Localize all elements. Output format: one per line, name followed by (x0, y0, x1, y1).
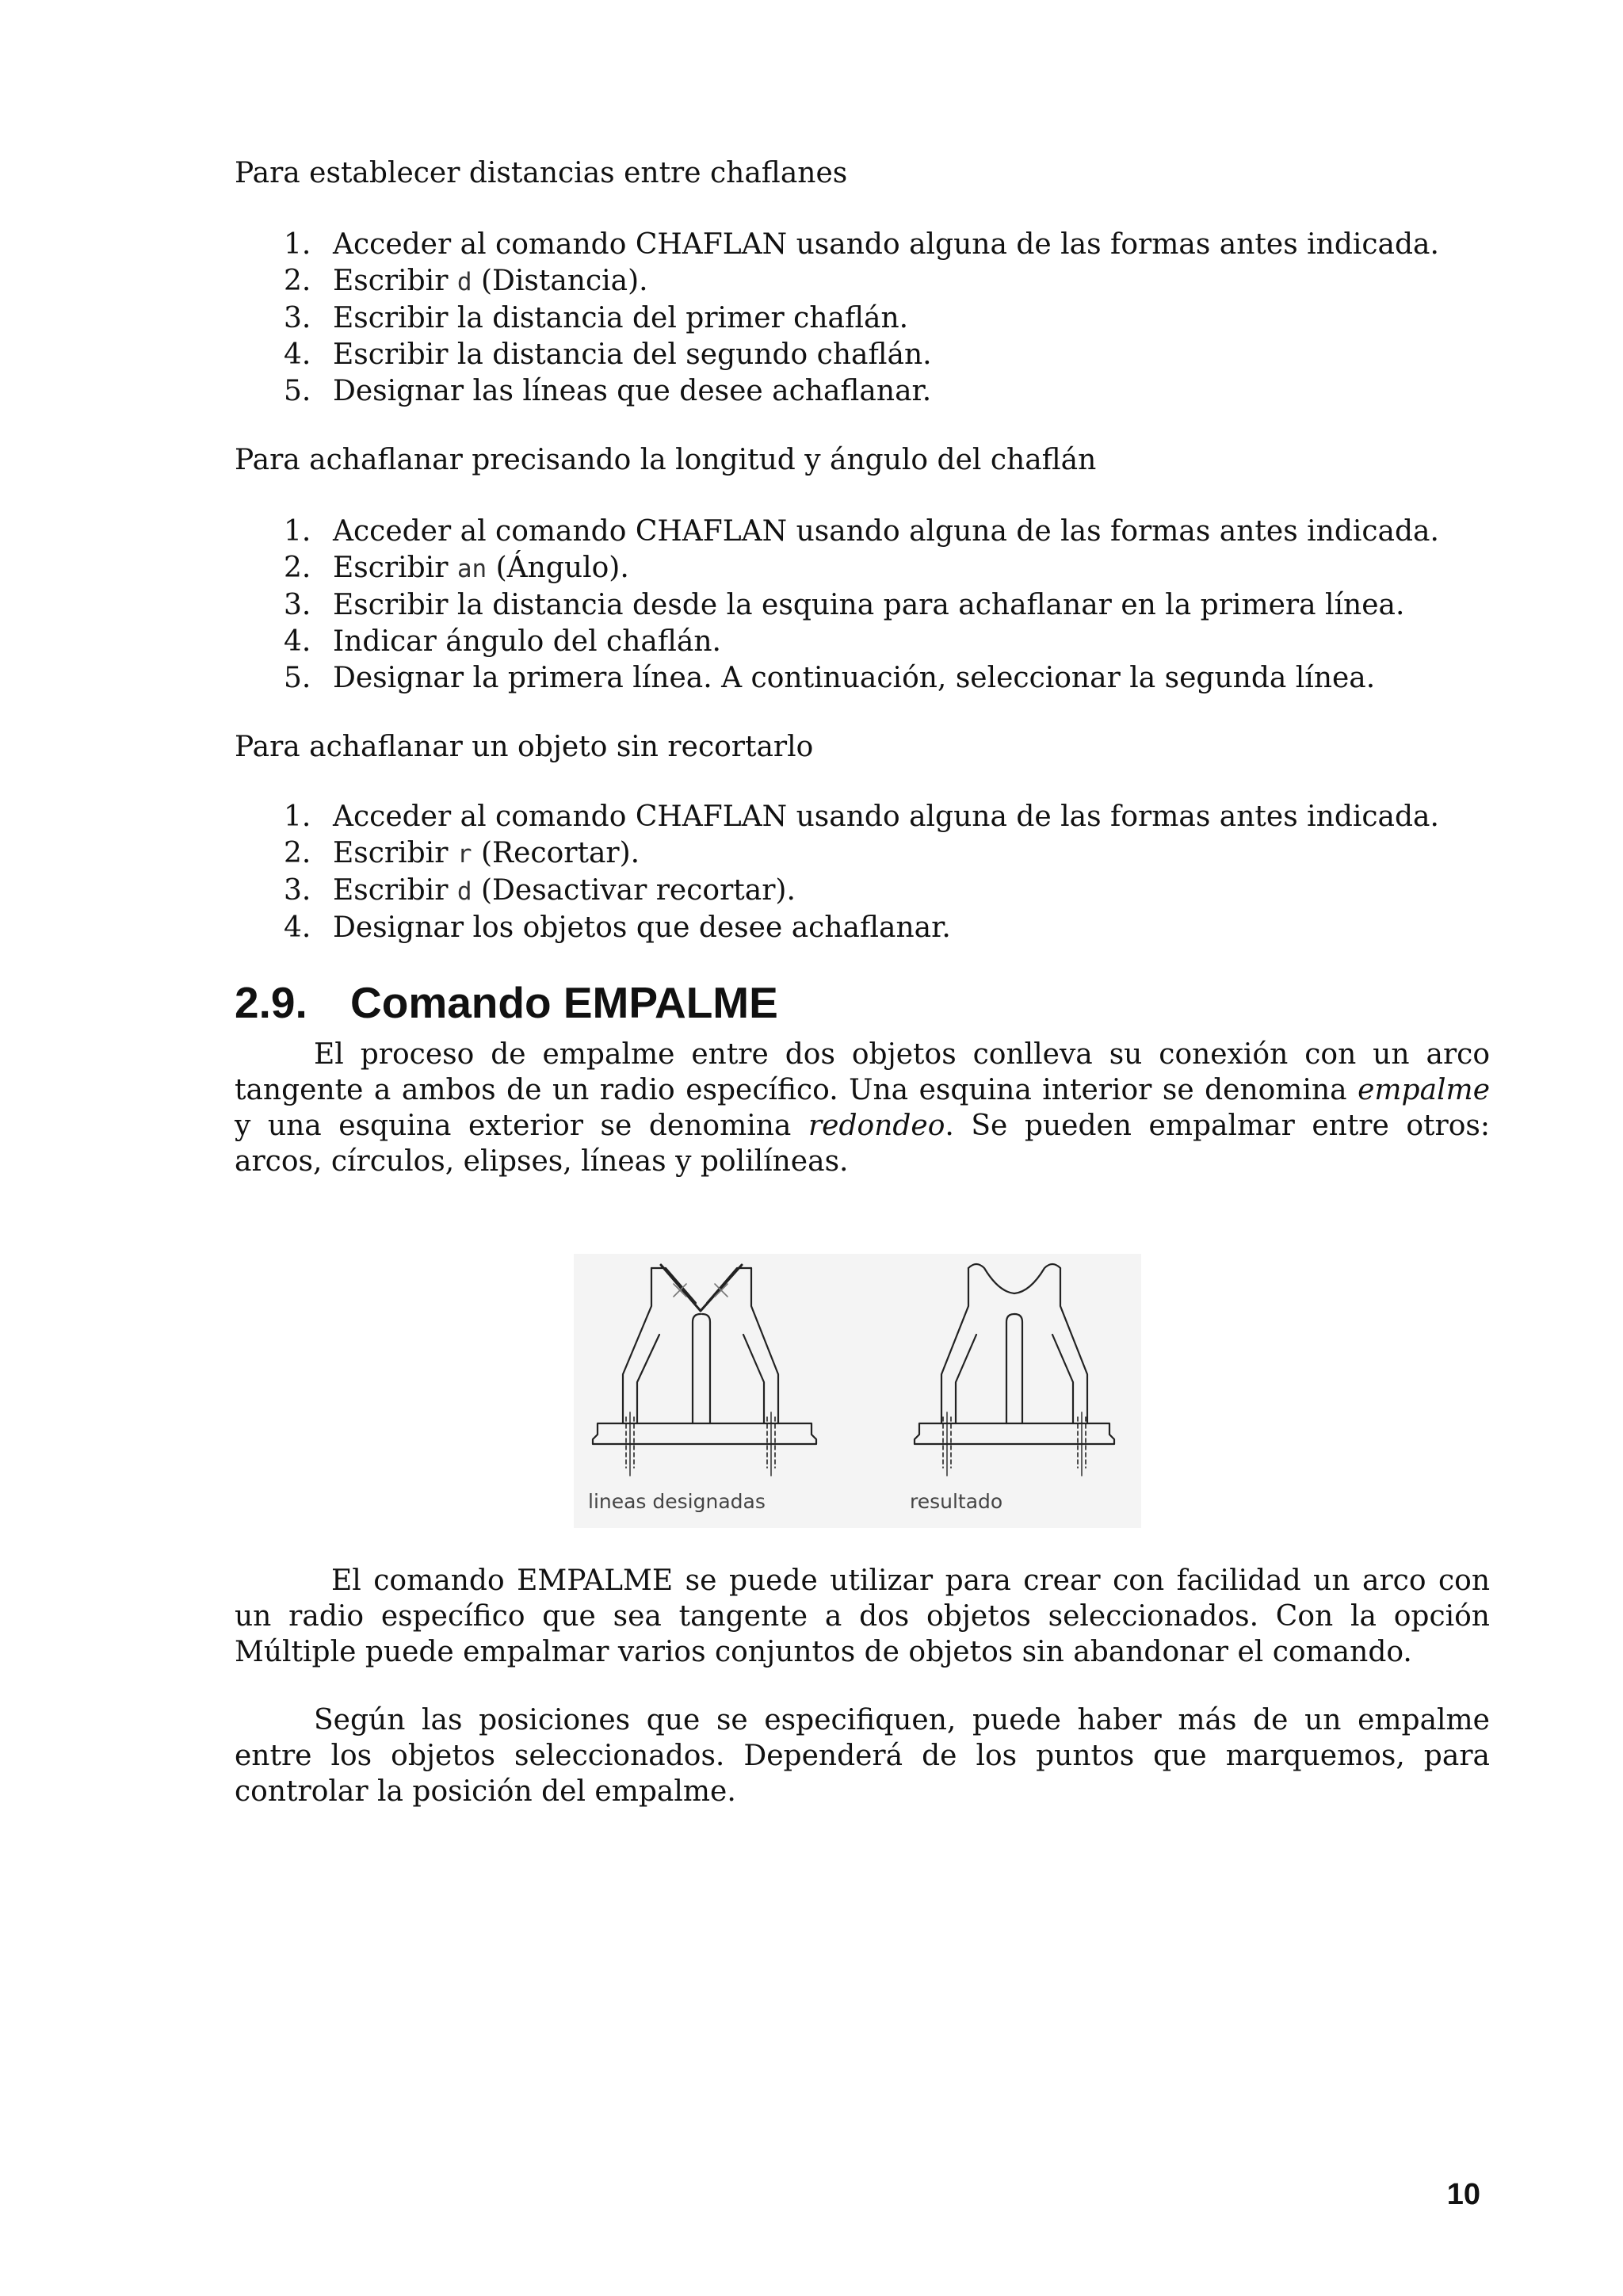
section-intro: Para achaflanar precisando la longitud y ángulo del chaflán (235, 444, 1097, 476)
list-item: 2. Escribir an (Ángulo). (284, 552, 629, 584)
list-text: Acceder al comando CHAFLAN usando alguna de las formas antes indicada. (333, 228, 1439, 261)
list-text: Acceder al comando CHAFLAN usando alguna de las formas antes indicada. (333, 515, 1439, 548)
section-intro: Para achaflanar un objeto sin recortarlo (235, 731, 814, 763)
list-item: 4. Indicar ángulo del chaflán. (284, 625, 721, 658)
caption-designated-lines: lineas designadas (588, 1490, 766, 1513)
list-item: 1. Acceder al comando CHAFLAN usando alguna de las formas antes indicada. (284, 800, 1439, 833)
list-text: Escribir (333, 837, 457, 869)
caption-result: resultado (910, 1490, 1003, 1513)
list-text: Escribir la distancia desde la esquina para achaflanar en la primera línea. (333, 589, 1405, 621)
part-result (915, 1264, 1114, 1476)
fillet-figure (574, 1254, 1141, 1528)
command-code: an (456, 555, 487, 583)
list-item: 3. Escribir d (Desactivar recortar). (284, 874, 796, 907)
list-item: 4. Designar los objetos que desee achaflanar. (284, 911, 951, 944)
section-intro: Para establecer distancias entre chaflanes (235, 157, 848, 189)
paragraph-text: . Se pueden empalmar entre otros: arcos, círculos, elipses, líneas y polilíneas. (235, 1110, 1490, 1178)
list-text: (Recortar). (472, 837, 640, 869)
list-item: 2. Escribir d (Distancia). (284, 265, 648, 297)
list-text: Escribir (333, 265, 457, 297)
list-item: 3. Escribir la distancia desde la esquina para achaflanar en la primera línea. (284, 589, 1405, 621)
paragraph-empalme-usage: El comando EMPALME se puede utilizar para crear con facilidad un arco con un radio específico que sea tangente a dos objetos seleccionados. Con la opción Múltiple puede empalmar varios conjuntos de objetos sin abandonar el comando. (235, 1564, 1490, 1668)
command-code: r (456, 840, 472, 869)
term-redondeo: redondeo (808, 1110, 945, 1142)
list-text: Escribir la distancia del segundo chaflán. (333, 338, 932, 371)
list-item: 4. Escribir la distancia del segundo chaflán. (284, 338, 932, 371)
section-heading (235, 976, 778, 1029)
fillet-drawing (574, 1254, 1141, 1528)
steps-list (235, 799, 1439, 946)
list-text: Escribir (333, 874, 457, 907)
term-empalme: empalme (1358, 1074, 1490, 1106)
list-text: Designar las líneas que desee achaflanar. (333, 375, 932, 407)
paragraph-intro (235, 1037, 1490, 1179)
paragraph-text: y una esquina exterior se denomina (235, 1110, 808, 1142)
list-item: 3. Escribir la distancia del primer chaflán. (284, 302, 909, 334)
command-code: d (456, 268, 472, 296)
list-text: (Desactivar recortar). (472, 874, 796, 907)
list-text: (Ángulo). (487, 552, 629, 584)
list-item: 2. Escribir r (Recortar). (284, 837, 640, 869)
list-text: Indicar ángulo del chaflán. (333, 625, 721, 658)
list-item: 1. Acceder al comando CHAFLAN usando alguna de las formas antes indicada. (284, 228, 1439, 261)
section-number: 2.9. (235, 978, 307, 1027)
list-text: Designar los objetos que desee achaflanar. (333, 911, 951, 944)
list-text: Acceder al comando CHAFLAN usando alguna de las formas antes indicada. (333, 800, 1439, 833)
page-number: 10 (1446, 2178, 1480, 2211)
list-text: Designar la primera línea. A continuación, seleccionar la segunda línea. (333, 662, 1376, 694)
command-code: d (456, 877, 472, 906)
paragraph-text: El proceso de empalme entre dos objetos conlleva su conexión con un arco tangente a ambos de un radio específico. Una esquina interior se denomina (235, 1038, 1490, 1106)
paragraph-empalme-positions: Según las posiciones que se especifiquen, puede haber más de un empalme entre los objetos seleccionados. Dependerá de los puntos que marquemos, para controlar la posición del empalme. (235, 1704, 1490, 1808)
list-text: Escribir (333, 552, 457, 584)
list-item: 5. Designar la primera línea. A continuación, seleccionar la segunda línea. (284, 662, 1376, 694)
list-item: 5. Designar las líneas que desee achaflanar. (284, 375, 932, 407)
part-designated-lines (593, 1265, 816, 1476)
list-text: (Distancia). (472, 265, 648, 297)
list-item: 1. Acceder al comando CHAFLAN usando alguna de las formas antes indicada. (284, 515, 1439, 548)
steps-list (235, 514, 1439, 697)
list-text: Escribir la distancia del primer chaflán. (333, 302, 909, 334)
section-title: Comando EMPALME (350, 978, 778, 1027)
steps-list (235, 227, 1439, 410)
